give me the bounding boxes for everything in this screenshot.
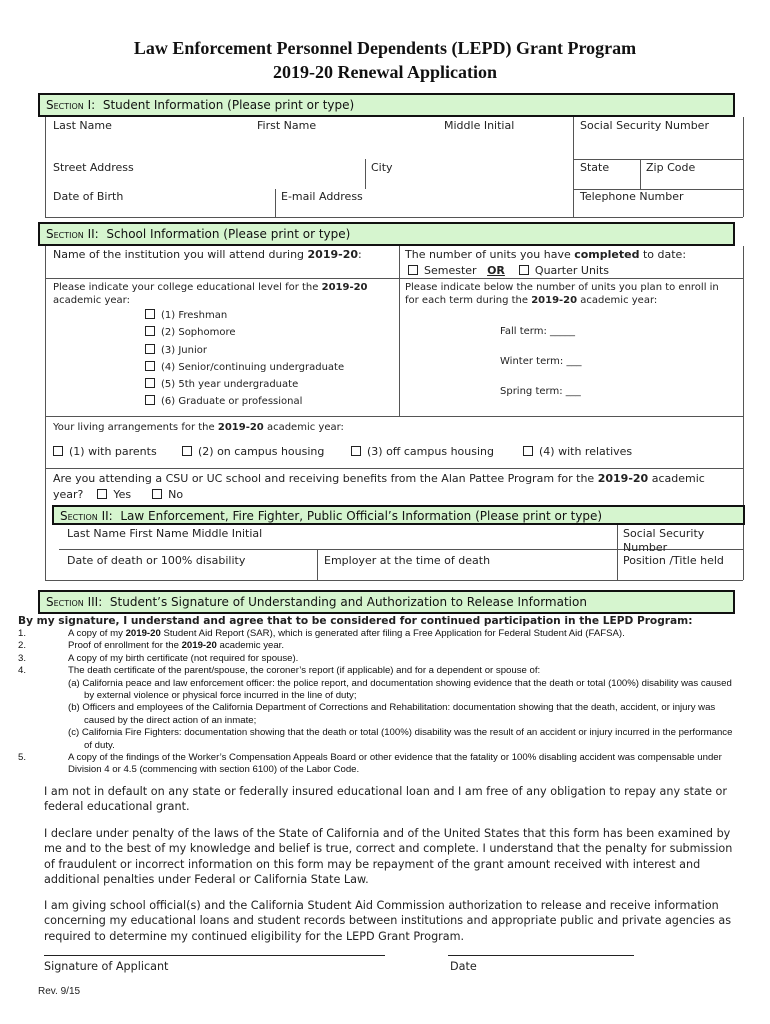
divider: [317, 549, 318, 580]
enroll-year: 2019-20: [531, 295, 578, 306]
last-name-field[interactable]: Last Name: [53, 119, 112, 132]
level-label: (5) 5th year undergraduate: [161, 379, 299, 390]
divider: [45, 278, 743, 279]
level-line2: academic year:: [53, 295, 130, 306]
level-option-2[interactable]: [145, 326, 236, 338]
item-text: A copy of my: [68, 628, 126, 639]
form-subtitle: 2019-20 Renewal Application: [272, 62, 497, 82]
living-year: 2019-20: [217, 422, 264, 433]
street-field[interactable]: Street Address: [53, 161, 134, 174]
checkbox[interactable]: [145, 326, 155, 336]
signature-label: Signature of Applicant: [44, 960, 169, 973]
level-option-6[interactable]: [145, 395, 302, 407]
item-number: 4.: [18, 665, 27, 677]
living-option-label: (1) with parents: [69, 445, 157, 458]
item-text-post: academic year.: [216, 640, 285, 652]
item-text: A copy of the findings of the Worker’s Compensation Appeals Board or other evidence that the fatality or 100% disabling accident was compensable under Division 4 or 4.5 (commencing with section 6100) of the Labor Code.: [68, 752, 722, 776]
divider: [365, 159, 366, 189]
item-text: A copy of my birth certificate (not required for spouse).: [68, 652, 299, 664]
list-item: [18, 653, 738, 665]
list-subitem: (a) California peace and law enforcement officer: the police report, and documentation showing evidence that the death or total (100%) disability was caused by external violence or physical force incurred in the line of duty;: [68, 677, 732, 702]
divider: [45, 580, 743, 581]
phone-field[interactable]: Telephone Number: [580, 190, 684, 203]
officer-ssn-field[interactable]: Social Security Number: [623, 527, 705, 554]
colon: :: [358, 248, 362, 261]
semester-checkbox[interactable]: [408, 265, 418, 275]
city-field[interactable]: City: [371, 161, 393, 174]
state-field[interactable]: State: [580, 161, 610, 174]
spring-term-field[interactable]: Spring term: ___: [500, 386, 581, 397]
living-label: [53, 422, 344, 433]
divider: [45, 246, 46, 580]
enroll-text-post: academic year:: [580, 295, 658, 306]
quarter-label: Quarter Units: [534, 264, 610, 277]
checkbox[interactable]: [145, 361, 155, 371]
divider: [617, 525, 618, 580]
living-option-2[interactable]: [182, 445, 324, 458]
first-name-field[interactable]: First Name: [257, 119, 317, 132]
item-text-post: Student Aid Report (SAR), which is generated after filing a Free Application for Federal Student Aid (FAFSA).: [160, 628, 625, 639]
living-text: Your living arrangements for the: [53, 422, 215, 433]
officer-name-field[interactable]: Last Name First Name Middle Initial: [67, 527, 263, 540]
enroll-instructions-2: [405, 295, 657, 306]
level-label: (1) Freshman: [161, 310, 228, 321]
signature-line[interactable]: [44, 955, 385, 956]
level-option-4[interactable]: [145, 361, 344, 373]
section-1-prefix: Section I:: [46, 98, 96, 112]
requirements-list: [18, 628, 738, 777]
form-title: Law Enforcement Personnel Dependents (LEPD) Grant Program: [133, 38, 637, 58]
checkbox[interactable]: [145, 309, 155, 319]
item-text: The death certificate of the parent/spouse, the coroner’s report (if applicable) and for a dependent or spouse of:: [68, 665, 541, 677]
level-instructions: [53, 282, 368, 293]
fall-term-field[interactable]: Fall term: _____: [500, 326, 575, 337]
divider: [45, 468, 743, 469]
units-completed-label: [405, 248, 686, 261]
list-subitem: (b) Officers and employees of the California Department of Corrections and Rehabilitation: documentation showing that the death, accident, or injury was caused by the direct action of an inmate;: [68, 702, 716, 726]
living-option-3[interactable]: [351, 445, 494, 458]
section-1-title: Student Information (Please print or type): [102, 98, 355, 112]
list-item: [18, 752, 738, 777]
level-label: (2) Sophomore: [161, 327, 236, 338]
csu-question: [53, 472, 705, 485]
declaration-paragraph: I declare under penalty of the laws of the State of California and of the United States that this form has been examined by me and to the best of my knowledge and belief is true, correct and complete. I understand that the penalty for submission of fraudulent or incorrect information on this form may be repayment of the grant amount received with interest and additional penalties under Federal or California State Law.: [44, 827, 733, 887]
dob-field[interactable]: Date of Birth: [53, 190, 124, 203]
position-field[interactable]: Position /Title held: [623, 554, 724, 567]
level-label: (3) Junior: [161, 345, 207, 356]
institution-text: Name of the institution you will attend during: [53, 248, 305, 261]
divider: [399, 246, 400, 416]
checkbox[interactable]: [523, 446, 533, 456]
units-text: The number of units you have: [405, 248, 571, 261]
semester-label: Semester: [424, 264, 477, 277]
section-3-header: [38, 590, 735, 614]
no-label: No: [168, 488, 184, 501]
quarter-checkbox[interactable]: [519, 265, 529, 275]
divider: [275, 189, 276, 217]
level-label: (4) Senior/continuing undergraduate: [161, 362, 345, 373]
units-completed-bold: completed: [574, 248, 640, 261]
section-2b-title: Law Enforcement, Fire Fighter, Public Official’s Information (Please print or type): [120, 509, 603, 523]
csu-answer-row: [53, 488, 183, 501]
checkbox[interactable]: [145, 395, 155, 405]
divider: [573, 159, 743, 160]
living-text-post: academic year:: [266, 422, 344, 433]
divider: [45, 217, 743, 218]
employer-field[interactable]: Employer at the time of death: [324, 554, 491, 567]
list-item: [18, 640, 738, 652]
default-paragraph: I am not in default on any state or federally insured educational loan and I am free of any obligation to repay any state or federal educational grant.: [44, 785, 727, 814]
date-line[interactable]: [448, 955, 634, 956]
item-number: 2.: [18, 640, 27, 652]
ssn-field[interactable]: Social Security Number: [580, 119, 709, 132]
middle-initial-field[interactable]: Middle Initial: [444, 119, 515, 132]
section-2b-header: [52, 505, 745, 525]
level-year: 2019-20: [321, 282, 368, 293]
institution-year: 2019-20: [307, 248, 359, 261]
living-option-label: (3) off campus housing: [367, 445, 494, 458]
level-option-5[interactable]: [145, 378, 298, 390]
item-number: 1.: [18, 628, 27, 639]
checkbox[interactable]: [182, 446, 192, 456]
checkbox[interactable]: [351, 446, 361, 456]
divider: [640, 159, 641, 189]
living-option-label: (2) on campus housing: [198, 445, 325, 458]
living-option-4[interactable]: [523, 445, 632, 458]
csu-year-question: year?: [53, 488, 84, 501]
divider: [45, 416, 743, 417]
divider: [743, 246, 744, 580]
no-checkbox[interactable]: [152, 489, 162, 499]
section-2b-prefix: Section II:: [60, 509, 113, 523]
enroll-instructions-1: Please indicate below the number of units you plan to enroll in: [405, 282, 719, 293]
level-option-3[interactable]: [145, 344, 207, 356]
list-item: [18, 665, 738, 677]
yes-label: Yes: [113, 488, 132, 501]
or-label: OR: [487, 264, 505, 277]
yes-checkbox[interactable]: [97, 489, 107, 499]
date-label: Date: [450, 960, 477, 973]
level-option-1[interactable]: [145, 309, 227, 321]
section-3-prefix: Section III:: [46, 595, 103, 609]
winter-term-field[interactable]: Winter term: ___: [500, 356, 582, 367]
section-3-title: Student’s Signature of Understanding and Authorization to Release Information: [109, 595, 587, 609]
level-text: Please indicate your college educational level for the: [53, 282, 319, 293]
checkbox[interactable]: [145, 344, 155, 354]
section-1-header: [38, 93, 735, 117]
section-2-title: School Information (Please print or type): [106, 227, 351, 241]
section-2-prefix: Section II:: [46, 227, 99, 241]
institution-label[interactable]: [53, 248, 362, 261]
list-item: [18, 628, 738, 640]
list-subitem: (c) California Fire Fighters: documentation showing that the death or total (100%) disability was the result of an accident or injury incurred in the performance of duty.: [68, 727, 733, 751]
csu-year: 2019-20: [597, 472, 649, 485]
divider: [743, 117, 744, 217]
death-date-field[interactable]: Date of death or 100% disability: [67, 554, 246, 567]
csu-text: Are you attending a CSU or UC school and receiving benefits from the Alan Pattee Program for the: [53, 472, 595, 485]
authorization-paragraph: I am giving school official(s) and the California Student Aid Commission authorization to release and receive information concerning my educational loans and student records between institutions and appropriate public and private agencies as required to determine my continued eligibility for the LEPD Grant Program.: [44, 899, 732, 943]
item-number: 5.: [18, 752, 27, 764]
enroll-text: for each term during the: [405, 295, 529, 306]
item-text: Proof of enrollment for the: [68, 640, 182, 652]
checkbox[interactable]: [145, 378, 155, 388]
units-text-post: to date:: [642, 248, 687, 261]
living-option-1[interactable]: [53, 445, 157, 458]
item-year: 2019-20: [181, 640, 217, 652]
csu-text-post: academic: [651, 472, 705, 485]
email-field[interactable]: E-mail Address: [281, 190, 363, 203]
checkbox[interactable]: [53, 446, 63, 456]
level-label: (6) Graduate or professional: [161, 396, 303, 407]
unit-type-row: [408, 264, 609, 277]
living-option-label: (4) with relatives: [539, 445, 633, 458]
divider: [45, 117, 46, 217]
zip-field[interactable]: Zip Code: [646, 161, 696, 174]
by-signature: By my signature, I understand and agree that to be considered for continued participation in the LEPD Program:: [18, 615, 693, 627]
revision-label: Rev. 9/15: [38, 986, 81, 997]
item-number: 3.: [18, 652, 27, 664]
item-year: 2019-20: [125, 628, 161, 639]
section-2-header: [38, 222, 735, 246]
divider: [573, 117, 574, 217]
